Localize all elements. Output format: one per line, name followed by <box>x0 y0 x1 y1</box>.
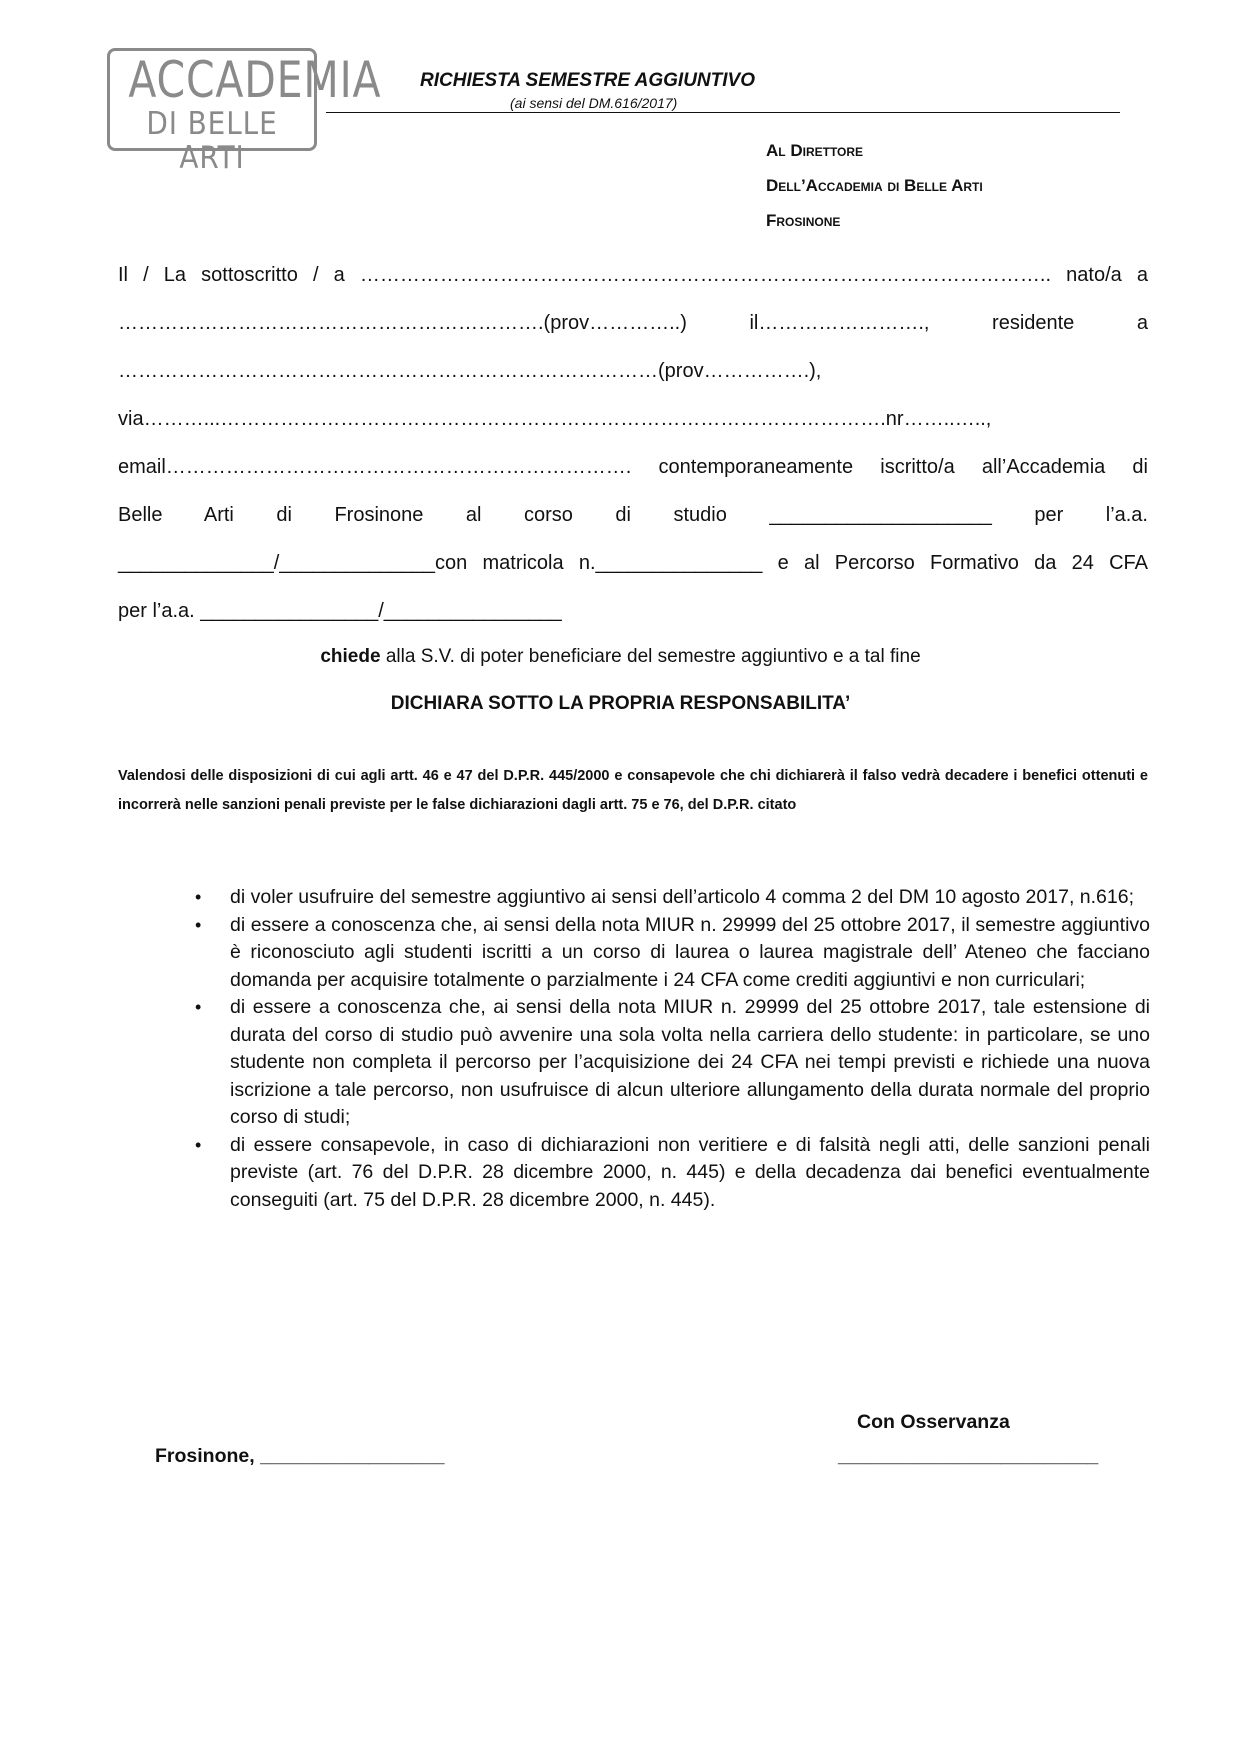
declarations-list <box>195 884 1150 1214</box>
form-line-address: via………...……………………………………………………………………………………….nr……..….., <box>118 408 992 430</box>
form-line-name: Il / La sottoscritto / a ………………………………………………………………………………………….. nato/a a <box>118 264 1148 286</box>
form-line-residence: ………………………………………………………………………(prov…………….), <box>118 360 822 382</box>
form-line-year: per l’a.a. ________________/________________ <box>118 600 562 622</box>
signature-line: ________________________ <box>838 1445 1099 1467</box>
form-line-matricola: ______________/______________con matricola n._______________ e al Percorso Formativo da 24 CFA <box>118 552 1148 574</box>
list-item <box>195 912 1150 995</box>
declaration-heading: DICHIARA SOTTO LA PROPRIA RESPONSABILITA’ <box>390 693 851 714</box>
bullet-icon: • <box>195 914 202 935</box>
request-line <box>0 646 1241 668</box>
legal-notice: Valendosi delle disposizioni di cui agli artt. 46 e 47 del D.P.R. 445/2000 e consapevole che chi dichiarerà il falso vedrà decadere i benefici ottenuti e incorrerà nelle sanzioni penali previste per le false dichiarazioni dagli artt. 75 e 76, del D.P.R. citato <box>118 768 1148 813</box>
document-subtitle: (ai sensi del DM.616/2017) <box>510 95 678 111</box>
declaration-text: di essere a conoscenza che, ai sensi della nota MIUR n. 29999 del 25 ottobre 2017, il semestre aggiuntivo è riconosciuto agli studenti iscritti a un corso di laurea o laurea magistrale dell’ Ateneo che facciano domanda per acquisire totalmente o parzialmente i 24 CFA come crediti aggiuntivi e non curriculari; <box>230 913 1150 991</box>
list-item <box>195 884 1150 912</box>
addressee-line: Al Direttore <box>766 141 864 160</box>
logo-line-2: DI BELLE ARTI <box>146 106 278 176</box>
academy-logo <box>107 48 382 176</box>
bullet-icon: • <box>195 1134 202 1155</box>
logo-line-1: ACCADEMIA <box>128 51 382 109</box>
addressee-block <box>766 140 983 245</box>
declaration-text: di voler usufruire del semestre aggiuntivo ai sensi dell’articolo 4 comma 2 del DM 10 agosto 2017, n.616; <box>230 886 1134 908</box>
declaration-text: di essere a conoscenza che, ai sensi della nota MIUR n. 29999 del 25 ottobre 2017, tale estensione di durata del corso di studio può avvenire una sola volta nella carriera dello studente: in particolare, se uno studente non completa il percorso per l’acquisizione dei 24 CFA nei tempi previsti e richiede una nuova iscrizione a tale percorso, non usufruisce di alcun ulteriore allungamento della durata normale del proprio corso di studi; <box>230 996 1150 1128</box>
list-item <box>195 994 1150 1132</box>
document-title: RICHIESTA SEMESTRE AGGIUNTIVO <box>420 70 755 91</box>
list-item <box>195 1132 1150 1215</box>
bullet-icon: • <box>195 997 202 1017</box>
addressee-line: Dell’Accademia di Belle Arti <box>766 176 983 195</box>
title-divider <box>326 112 1120 113</box>
declaration-text: di essere consapevole, in caso di dichiarazioni non veritiere e di falsità negli atti, delle sanzioni penali previste (art. 76 del D.P.R. 28 dicembre 2000, n. 445) e della decadenza dai benefici eventualmente conseguiti (art. 75 del D.P.R. 28 dicembre 2000, n. 445). <box>230 1133 1150 1211</box>
closing-salutation: Con Osservanza <box>857 1411 1010 1433</box>
place-date-field: Frosinone, _________________ <box>155 1445 445 1467</box>
form-line-course: Belle Arti di Frosinone al corso di studio ____________________ per l’a.a. <box>118 504 1148 526</box>
form-line-birth: ……………………………………………………….(prov…………..) il……………………., residente a <box>118 312 1148 334</box>
form-line-email: email……………………………………………………………. contemporaneamente iscritto/a all’Accademia di <box>118 456 1148 478</box>
bullet-icon: • <box>195 887 202 907</box>
request-verb: chiede <box>320 646 381 667</box>
request-text: alla S.V. di poter beneficiare del semestre aggiuntivo e a tal fine <box>380 646 921 667</box>
addressee-line: Frosinone <box>766 211 841 230</box>
